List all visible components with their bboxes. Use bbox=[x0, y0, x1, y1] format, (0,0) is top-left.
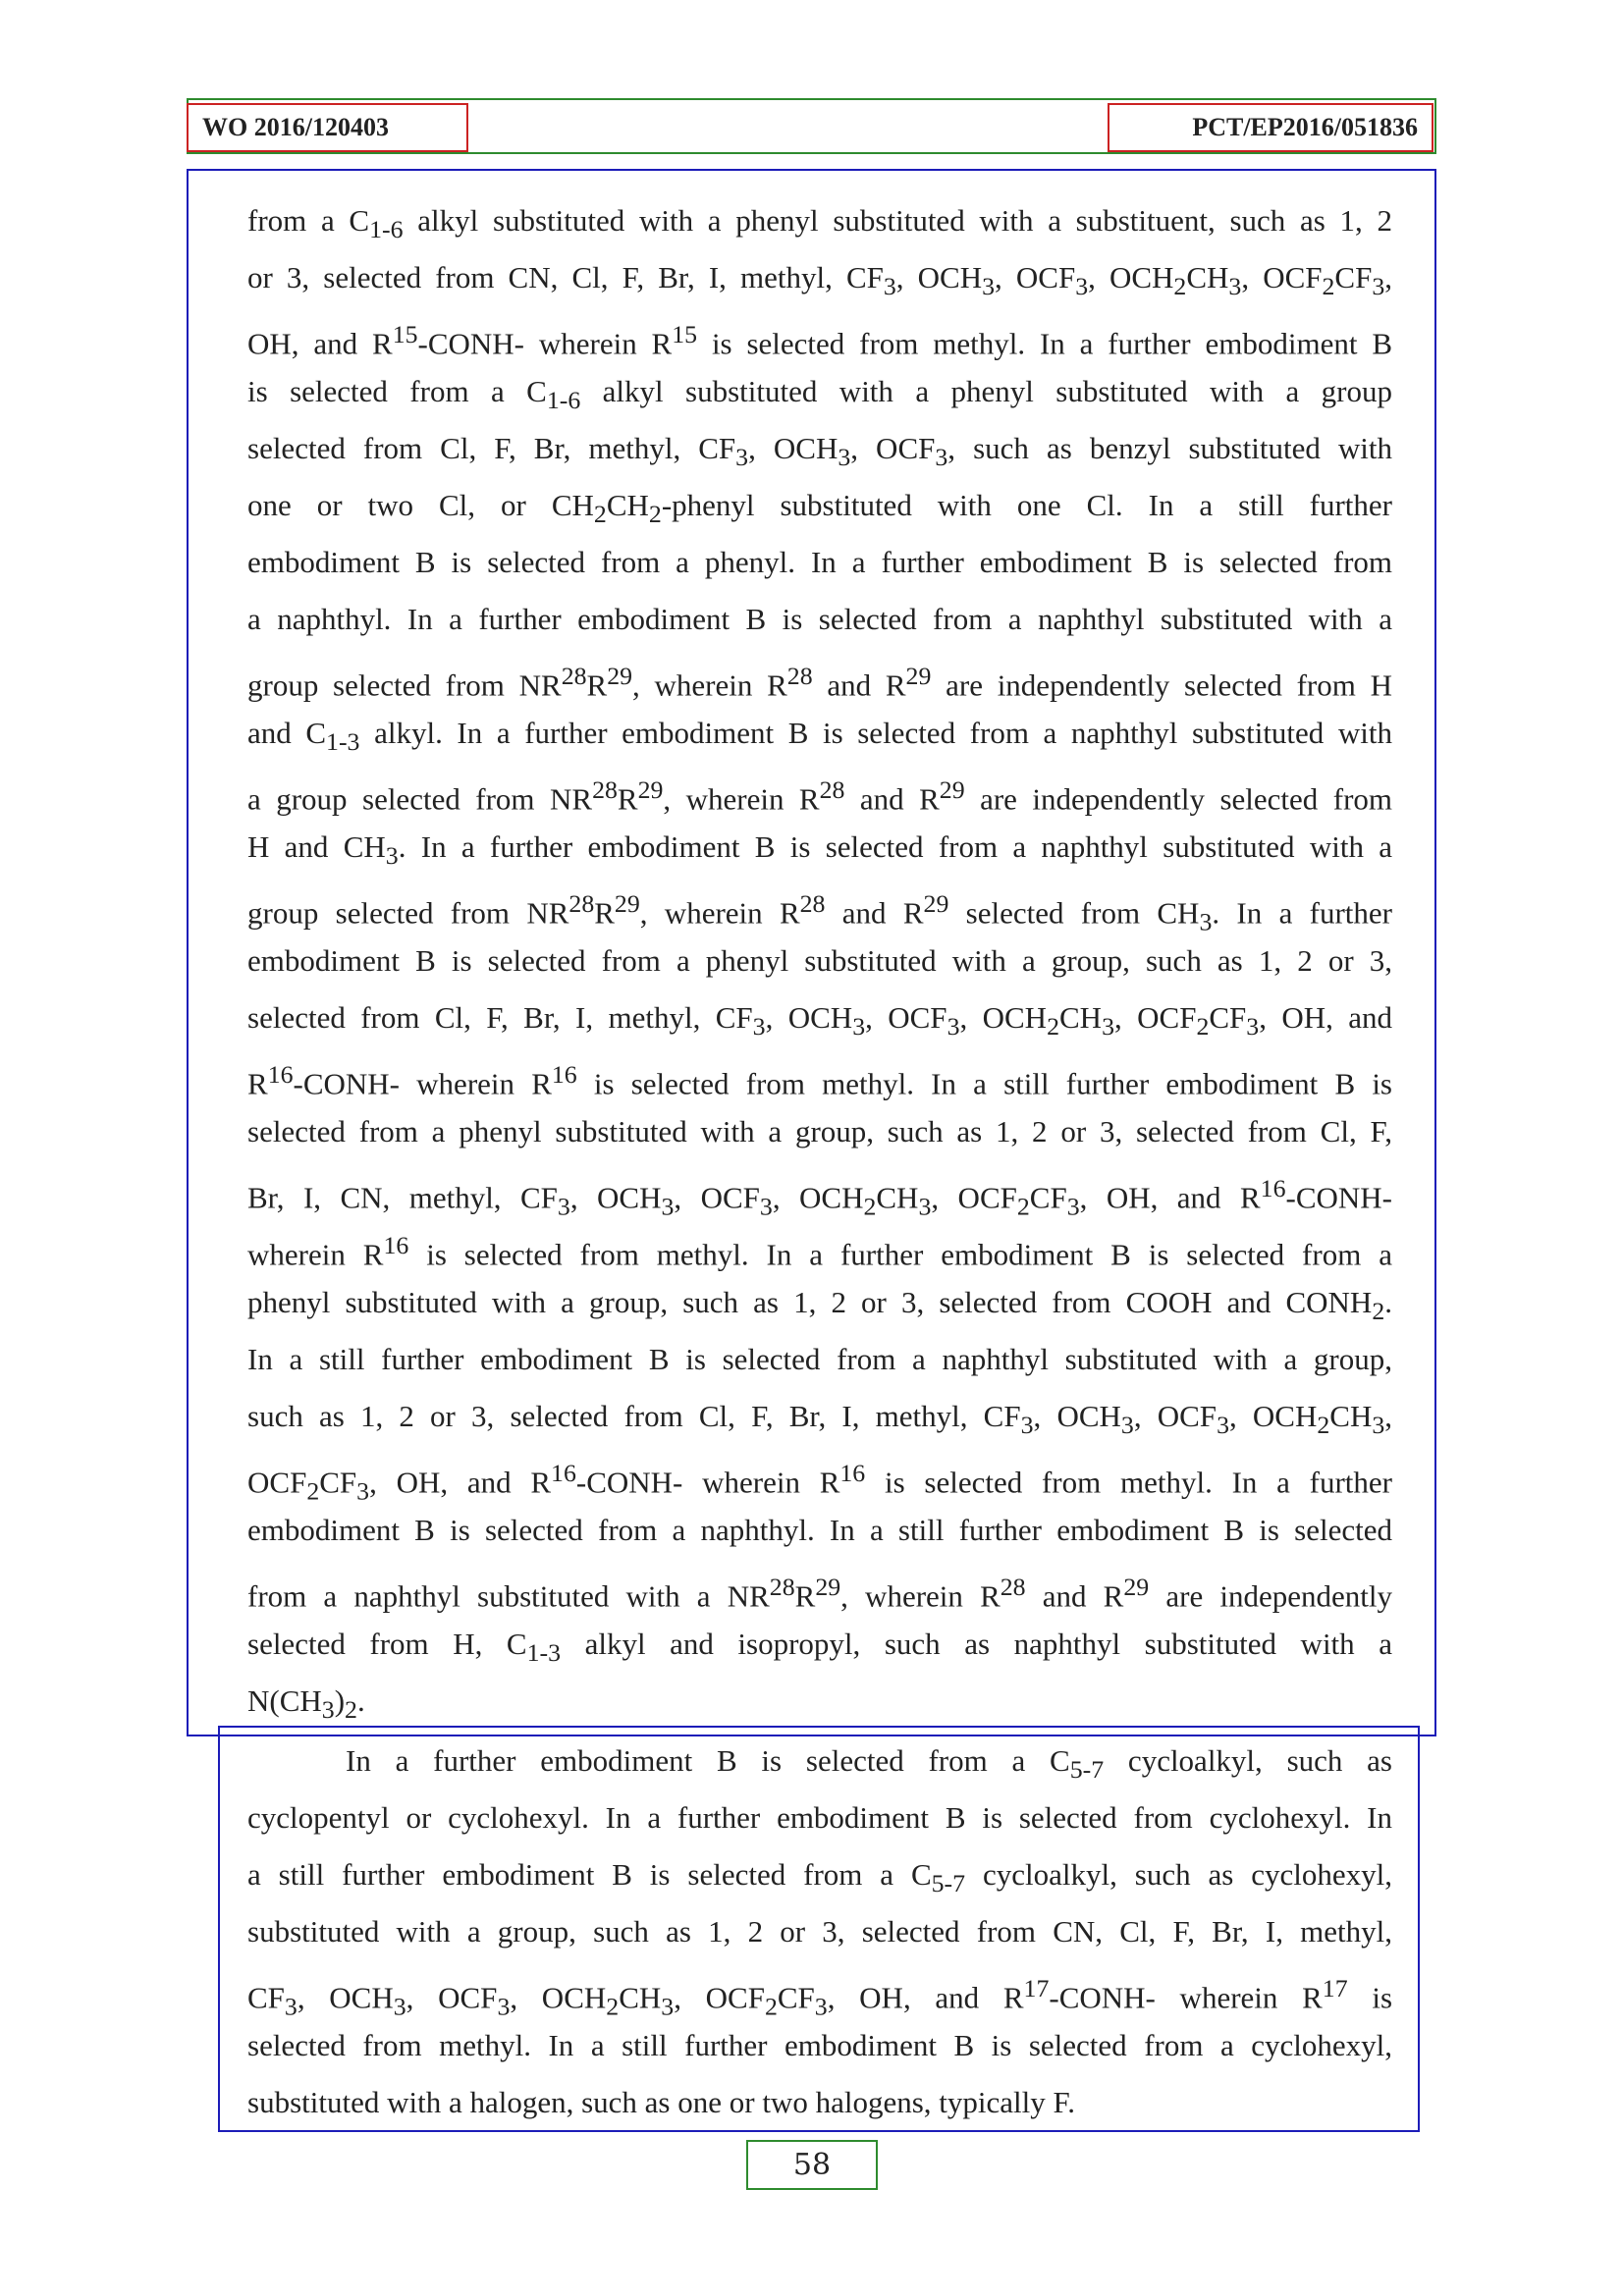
text-line: group selected from $NR^{28}R^{29}$, wherein $R^{28}$ and $R^{29}$ are independently selected from H bbox=[247, 662, 1392, 703]
publication-number: WO 2016/120403 bbox=[187, 103, 468, 152]
text-line: Br, I, CN, methyl, $CF_3$, $OCH_3$, $OCF_3$, $OCH_2CH_3$, $OCF_2CF_3$, OH, and $R^{16}-CONH-$ bbox=[247, 1174, 1392, 1221]
text-line: selected from methyl. In a still further embodiment B is selected from a cyclohexyl, bbox=[247, 2028, 1392, 2062]
paragraph-1 bbox=[247, 192, 1392, 1730]
application-number: PCT/EP2016/051836 bbox=[1108, 103, 1434, 152]
text-line: selected from Cl, F, Br, methyl, $CF_3$, $OCH_3$, $OCF_3$, such as benzyl substituted with bbox=[247, 431, 1392, 472]
page-number: 58 bbox=[746, 2140, 878, 2190]
text-line: is selected from a $C_{1-6}$ alkyl substituted with a phenyl substituted with a group bbox=[247, 374, 1393, 415]
text-line: substituted with a group, such as 1, 2 or 3, selected from CN, Cl, F, Br, I, methyl, bbox=[247, 1914, 1392, 1949]
text-line: group selected from $NR^{28}R^{29}$, wherein $R^{28}$ and $R^{29}$ selected from $CH_3$. In a further bbox=[247, 889, 1392, 936]
text-line: such as 1, 2 or 3, selected from Cl, F, Br, I, methyl, $CF_3$, $OCH_3$, $OCF_3$, $OCH_2CH_3$, bbox=[247, 1399, 1393, 1440]
text-line: substituted with a halogen, such as one or two halogens, typically F. bbox=[247, 2085, 1075, 2119]
text-line: cyclopentyl or cyclohexyl. In a further embodiment B is selected from cyclohexyl. In bbox=[247, 1800, 1392, 1835]
text-line: selected from Cl, F, Br, I, methyl, $CF_3$, $OCH_3$, $OCF_3$, $OCH_2CH_3$, $OCF_2CF_3$, OH, and bbox=[247, 1000, 1393, 1041]
text-line: selected from a phenyl substituted with a group, such as 1, 2 or 3, selected from Cl, F, bbox=[247, 1114, 1392, 1148]
text-line: $N(CH_3)_2$. bbox=[247, 1683, 365, 1725]
text-line: wherein $R^{16}$ is selected from methyl. In a further embodiment B is selected from a bbox=[247, 1231, 1392, 1272]
text-line: H and $CH_3$. In a further embodiment B is selected from a naphthyl substituted with a bbox=[247, 829, 1392, 871]
text-line: one or two Cl, or $CH_2CH_2$-phenyl substituted with one Cl. In a still further bbox=[247, 488, 1392, 529]
text-line: a still further embodiment B is selected from a $C_{5-7}$ cycloalkyl, such as cyclohexyl, bbox=[247, 1857, 1392, 1898]
text-line: embodiment B is selected from a phenyl substituted with a group, such as 1, 2 or 3, bbox=[247, 943, 1392, 978]
text-line: from a naphthyl substituted with a $NR^{28}R^{29}$, wherein $R^{28}$ and $R^{29}$ are independently bbox=[247, 1573, 1392, 1614]
text-line: embodiment B is selected from a phenyl. In a further embodiment B is selected from bbox=[247, 545, 1392, 579]
text-line: $OCF_2CF_3$, OH, and $R^{16}-CONH-$ wherein $R^{16}$ is selected from methyl. In a further bbox=[247, 1459, 1392, 1506]
text-line: $R^{16}-CONH-$ wherein $R^{16}$ is selected from methyl. In a still further embodiment B is bbox=[247, 1060, 1392, 1101]
paragraph-2 bbox=[247, 1733, 1392, 2131]
text-line: $CF_3$, $OCH_3$, $OCF_3$, $OCH_2CH_3$, $OCF_2CF_3$, OH, and $R^{17}-CONH-$ wherein $R^{17}$ is bbox=[247, 1974, 1393, 2021]
text-line: a naphthyl. In a further embodiment B is selected from a naphthyl substituted with a bbox=[247, 602, 1392, 636]
text-line: from a $C_{1-6}$ alkyl substituted with a phenyl substituted with a substituent, such as 1, 2 bbox=[247, 203, 1392, 244]
text-line: OH, and $R^{15}-CONH-$ wherein $R^{15}$ is selected from methyl. In a further embodiment B bbox=[247, 320, 1392, 361]
text-line: embodiment B is selected from a naphthyl. In a still further embodiment B is selected bbox=[247, 1513, 1392, 1547]
text-line: In a still further embodiment B is selected from a naphthyl substituted with a group, bbox=[247, 1342, 1392, 1376]
text-line: In a further embodiment B is selected from a $C_{5-7}$ cycloalkyl, such as bbox=[346, 1743, 1392, 1785]
text-line: or 3, selected from CN, Cl, F, Br, I, methyl, $CF_3$, $OCH_3$, $OCF_3$, $OCH_2CH_3$, $OCF_2CF_3$, bbox=[247, 260, 1393, 301]
text-line: a group selected from $NR^{28}R^{29}$, wherein $R^{28}$ and $R^{29}$ are independently selected from bbox=[247, 775, 1393, 817]
text-line: and $C_{1-3}$ alkyl. In a further embodiment B is selected from a naphthyl substituted with bbox=[247, 716, 1393, 757]
text-line: selected from H, $C_{1-3}$ alkyl and isopropyl, such as naphthyl substituted with a bbox=[247, 1627, 1392, 1668]
text-line: phenyl substituted with a group, such as 1, 2 or 3, selected from COOH and $CONH_2$. bbox=[247, 1285, 1392, 1326]
